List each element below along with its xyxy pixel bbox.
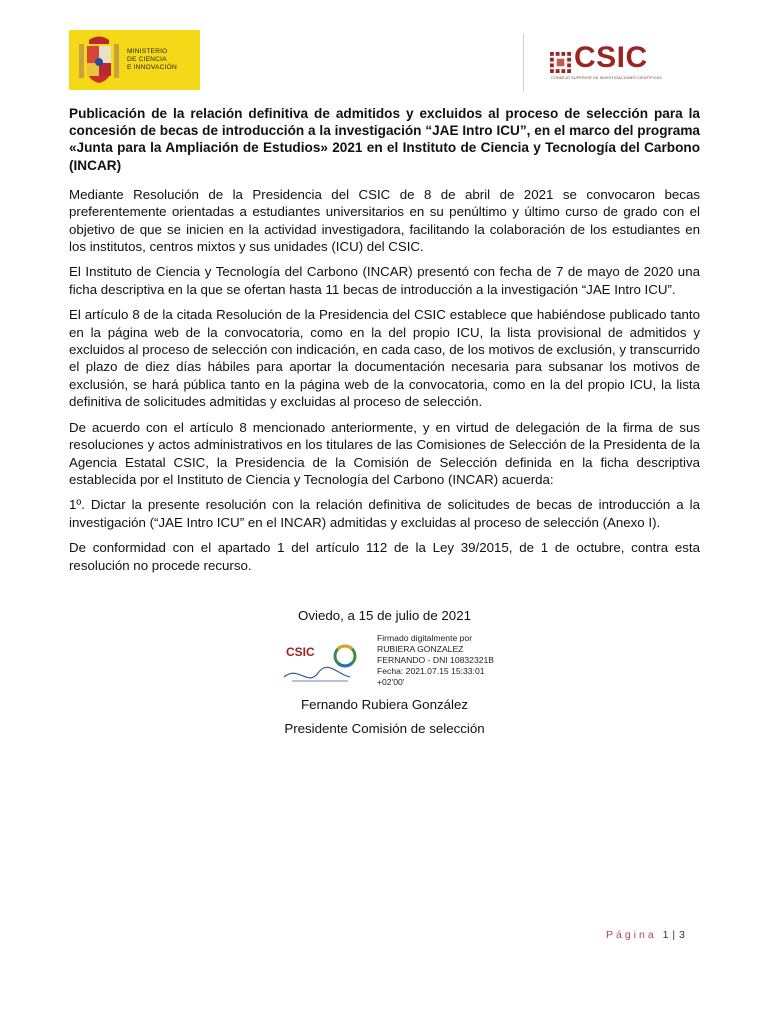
signature-stamp-icon — [278, 635, 370, 689]
ministry-name — [127, 48, 177, 72]
header-divider — [523, 34, 524, 92]
place-date: Oviedo, a 15 de julio de 2021 — [298, 608, 471, 623]
signature-line: Fecha: 2021.07.15 15:33:01 — [377, 665, 485, 676]
coat-of-arms-icon — [77, 34, 121, 86]
page-label: Página — [606, 929, 657, 941]
signature-details — [377, 633, 494, 688]
signature-line: Firmado digitalmente por — [377, 633, 473, 643]
page-footer — [606, 929, 685, 941]
document-title: Publicación de la relación definitiva de admitidos y excluidos al proceso de selección para la concesión de becas de introducción a la investigación “JAE Intro ICU”, en el marco del programa «Junta para la Ampliación de Estudios» 2021 en el Instituto de Ciencia y Tecnología del Carbono (INCAR) — [69, 106, 700, 173]
signer-name: Fernando Rubiera González — [300, 697, 469, 712]
signature-line: RUBIERA GONZALEZ — [377, 643, 464, 654]
document-body — [69, 105, 700, 582]
csic-logo-text: CSIC — [574, 41, 648, 74]
signature-logo-text: CSIC — [286, 645, 315, 659]
page-number: 1 | 3 — [662, 929, 686, 941]
signer-role: Presidente Comisión de selección — [284, 721, 485, 736]
paragraph: De conformidad con el apartado 1 del artículo 112 de la Ley 39/2015, de 1 de octubre, contra esta resolución no procede recurso. — [69, 540, 700, 573]
signature-line: FERNANDO - DNI 10832321B — [377, 654, 495, 665]
paragraph: El Instituto de Ciencia y Tecnología del Carbono (INCAR) presentó con fecha de 7 de mayo de 2020 una ficha descriptiva en la que se ofertan hasta 11 becas de introducción a la investigación “JAE Intro ICU”. — [69, 264, 700, 297]
paragraph: De acuerdo con el artículo 8 mencionado anteriormente, y en virtud de delegación de la firma de sus resoluciones y actos administrativos en los titulares de las Comisiones de Selección de la Presidenta de la Agencia Estatal CSIC, la Presidencia de la Comisión de Selección definida en la ficha descriptiva establecida por el Instituto de Ciencia y Tecnología del Carbono (INCAR) acuerda: — [69, 419, 700, 487]
ministry-line: DE CIENCIA — [127, 56, 167, 63]
ministry-line: MINISTERIO — [127, 48, 168, 55]
paragraph: El artículo 8 de la citada Resolución de la Presidencia del CSIC establece que habiéndose publicado tanto en la página web de la convocatoria, como en la del propio ICU, la lista provisional de admitidos y excluidos al proceso de selección con indicación, en cada caso, de los motivos de exclusión, y transcurrido el plazo de diez días hábiles para aportar la documentación necesaria para subsanar los motivos de exclusión, se hará pública tanto en la página web de la convocatoria, como en la del propio ICU, la lista definitiva de solicitudes admitidas y excluidas al proceso de selección. — [69, 307, 700, 410]
csic-subtitle: CONSEJO SUPERIOR DE INVESTIGACIONES CIENTÍFICAS — [551, 76, 662, 80]
signature-line: +02'00' — [377, 676, 405, 687]
digital-signature — [278, 633, 538, 693]
csic-emblem-icon — [550, 52, 571, 73]
paragraph: 1º. Dictar la presente resolución con la relación definitiva de solicitudes de becas de introducción a la investigación (“JAE Intro ICU” en el INCAR) admitidas y excluidas al proceso de selección (Anexo I). — [69, 497, 700, 530]
paragraph: Mediante Resolución de la Presidencia del CSIC de 8 de abril de 2021 se convocaron becas preferentemente orientadas a estudiantes universitarios en su penúltimo y último curso de grado con el objetivo de que se inicien en la actividad investigadora, facilitando la colaboración de los estudiantes en los institutos, centros mixtos y sus unidades (ICU) del CSIC. — [69, 186, 700, 255]
ministry-logo — [69, 30, 200, 90]
ministry-line: E INNOVACIÓN — [127, 64, 177, 71]
